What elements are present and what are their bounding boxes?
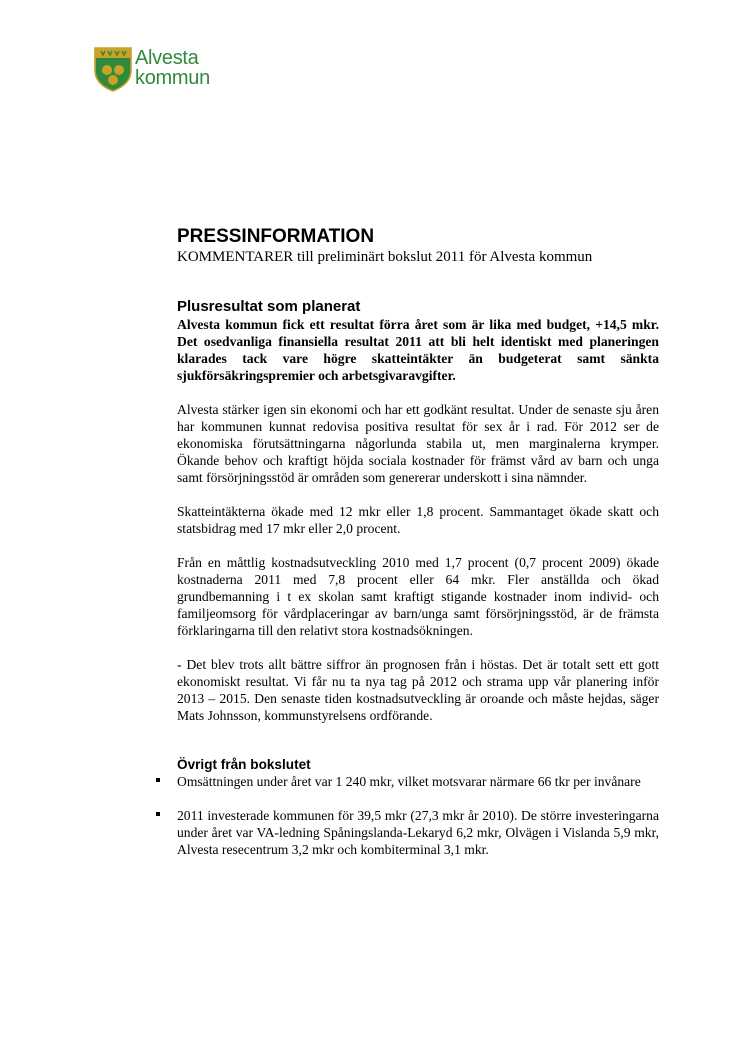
page-title: PRESSINFORMATION xyxy=(177,226,375,247)
paragraph-2: Skatteintäkterna ökade med 12 mkr eller 1,8 procent. Sammantaget ökade skatt och statsbidrag med 17 mkr eller 2,0 procent. xyxy=(177,504,659,536)
alvesta-kommun-logo xyxy=(93,46,233,94)
section-heading-result: Plusresultat som planerat xyxy=(177,298,361,315)
paragraph-quote: - Det blev trots allt bättre siffror än prognosen från i höstas. Det är totalt sett ett gott ekonomiskt resultat. Vi får nu ta nya tag på 2012 och strama upp vår planering inför 2013 – 2015. Den senaste tiden kostnadsutveckling är oroande och måste hejdas, säger Mats Johnsson, kommunstyrelsens ordförande. xyxy=(177,657,659,723)
paragraph-3: Från en måttlig kostnadsutveckling 2010 med 1,7 procent (0,7 procent 2009) ökade kostnaderna 2011 med 7,8 procent eller 64 mkr. Fler anställda och ökad grundbemanning i t ex skolan samt kraftigt stigande kostnader inom individ- och familjeomsorg för vårdplaceringar av barn/unga samt försörjningsstöd, är de främsta förklaringarna till den relativt stora kostnadsökningen. xyxy=(177,555,659,638)
bullet-icon xyxy=(156,778,160,782)
logo-wordmark xyxy=(135,48,210,88)
bullet-icon xyxy=(156,812,160,816)
section-heading-other: Övrigt från bokslutet xyxy=(177,757,311,772)
list-item-text: Omsättningen under året var 1 240 mkr, vilket motsvarar närmare 66 tkr per invånare xyxy=(177,774,641,789)
lead-paragraph: Alvesta kommun fick ett resultat förra året som är lika med budget, +14,5 mkr. Det osedvanliga finansiella resultat 2011 att bli helt identiskt med planeringen klarades tack vare högre skatteintäkter än budgeterat samt sänkta sjukförsäkringspremier och arbetsgivaravgifter. xyxy=(177,317,659,383)
bullet-list xyxy=(177,773,659,858)
list-item xyxy=(177,773,659,790)
paragraph-1: Alvesta stärker igen sin ekonomi och har ett godkänt resultat. Under de senaste sju åren har kommunen kunnat redovisa positiva resultat för sex år i rad. För 2012 ser de ekonomiska förutsättningarna någorlunda stabila ut, men marginalerna krymper. Ökande behov och kraftigt höjda sociala kostnader för främst vård av barn och unga samt försörjningsstöd är områden som genererar underskott i sina nämnder. xyxy=(177,402,659,485)
list-item xyxy=(177,807,659,858)
press-release xyxy=(177,226,659,858)
logo-line-1: Alvesta xyxy=(135,47,199,69)
coat-of-arms-icon xyxy=(93,46,133,92)
logo-line-2: kommun xyxy=(135,67,210,89)
list-item-text: 2011 investerade kommunen för 39,5 mkr (27,3 mkr år 2010). De större investeringarna under året var VA-ledning Spåningslanda-Lekaryd 6,2 mkr, Olvägen i Vislanda 5,9 mkr, Alvesta resecentrum 3,2 mkr och kombiterminal 3,1 mkr. xyxy=(177,808,659,857)
page-subtitle: KOMMENTARER till preliminärt bokslut 2011 för Alvesta kommun xyxy=(177,249,593,265)
